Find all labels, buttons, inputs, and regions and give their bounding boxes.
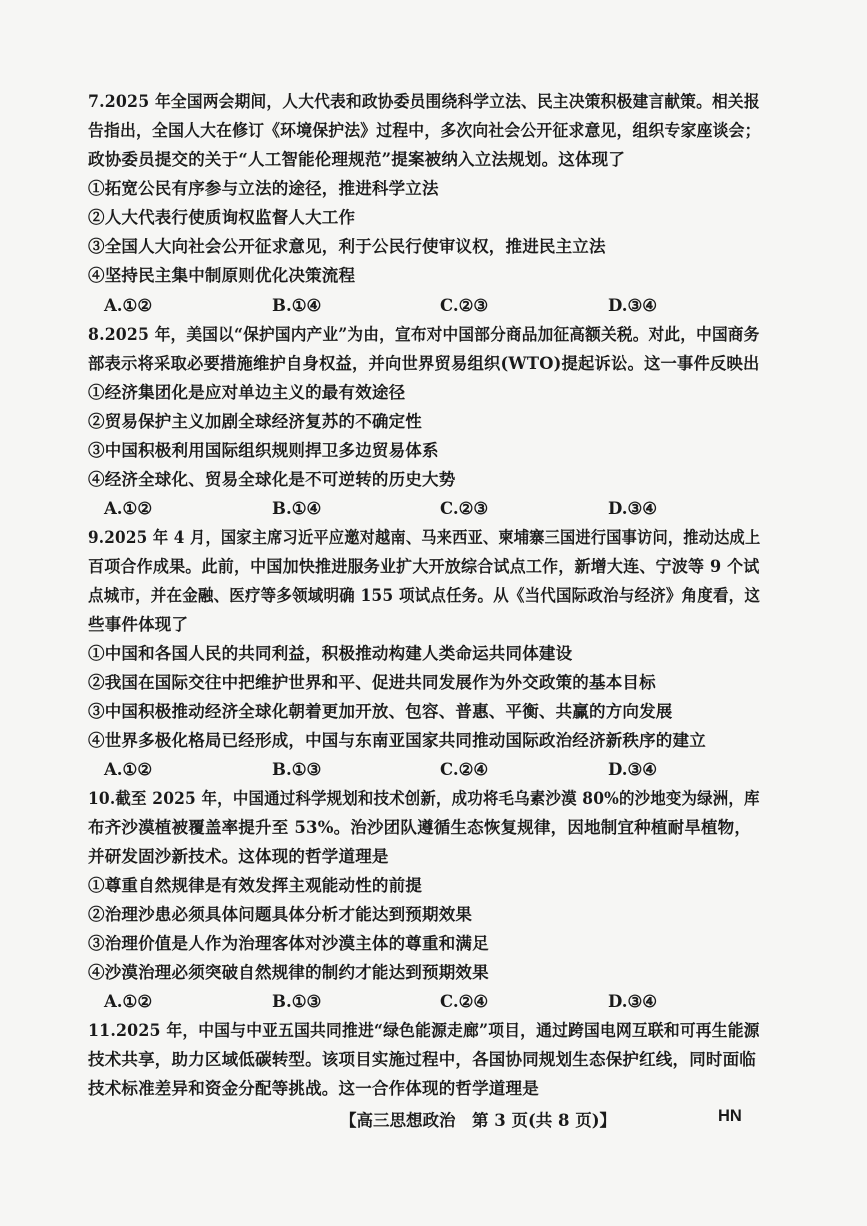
q10-stem-line-3: 并研发固沙新技术。这体现的哲学道理是 [88,847,389,866]
q9-statement-1: ①中国和各国人民的共同利益，积极推动构建人类命运共同体建设 [88,644,573,663]
q8-statement-2: ②贸易保护主义加剧全球经济复苏的不确定性 [88,412,422,431]
q7-option-b: B.①④ [272,296,322,315]
q9-option-d: D.③④ [608,760,658,779]
page-footer-code: HN [718,1107,742,1125]
q9-stem-line-2: 百项合作成果。此前，中国加快推进服务业扩大开放综合试点工作，新增大连、宁波等 9 个试 [88,557,760,576]
q9-option-c: C.②④ [440,760,489,779]
q10-option-b: B.①③ [272,992,322,1011]
q8-option-b: B.①④ [272,499,322,518]
q8-option-d: D.③④ [608,499,658,518]
q8-statement-4: ④经济全球化、贸易全球化是不可逆转的历史大势 [88,470,456,489]
q9-stem-line-4: 些事件体现了 [88,615,189,634]
q10-statement-4: ④沙漠治理必须突破自然规律的制约才能达到预期效果 [88,963,489,982]
q7-statement-3: ③全国人大向社会公开征求意见，利于公民行使审议权，推进民主立法 [88,237,606,256]
q7-statement-4: ④坚持民主集中制原则优化决策流程 [88,266,356,285]
q10-statement-1: ①尊重自然规律是有效发挥主观能动性的前提 [88,876,422,895]
q9-option-a: A.①② [104,760,153,779]
q8-option-c: C.②③ [440,499,489,518]
q10-option-a: A.①② [104,992,153,1011]
q9-stem-line-1: 9.2025 年 4 月，国家主席习近平应邀对越南、马来西亚、柬埔寨三国进行国事访问，推动达成上 [88,528,761,547]
q11-stem-line-3: 技术标准差异和资金分配等挑战。这一合作体现的哲学道理是 [88,1079,539,1098]
q10-statement-3: ③治理价值是人作为治理客体对沙漠主体的尊重和满足 [88,934,489,953]
q7-stem-line-1: 7.2025 年全国两会期间，人大代表和政协委员围绕科学立法、民主决策积极建言献策。相关报 [88,92,760,111]
q7-statement-2: ②人大代表行使质询权监督人大工作 [88,208,356,227]
q7-option-d: D.③④ [608,296,658,315]
q7-option-c: C.②③ [440,296,489,315]
q11-stem-line-2: 技术共享，助力区域低碳转型。该项目实施过程中，各国协同规划生态保护红线，同时面临 [88,1050,756,1069]
q8-option-a: A.①② [104,499,153,518]
q7-statement-1: ①拓宽公民有序参与立法的途径，推进科学立法 [88,179,439,198]
q8-statement-3: ③中国积极利用国际组织规则捍卫多边贸易体系 [88,441,439,460]
q8-stem-line-2: 部表示将采取必要措施维护自身权益，并向世界贸易组织(WTO)提起诉讼。这一事件反映出 [88,354,760,373]
q9-statement-2: ②我国在国际交往中把维护世界和平、促进共同发展作为外交政策的基本目标 [88,673,656,692]
q10-option-c: C.②④ [440,992,489,1011]
q7-option-a: A.①② [104,296,153,315]
q9-statement-3: ③中国积极推动经济全球化朝着更加开放、包容、普惠、平衡、共赢的方向发展 [88,702,673,721]
q7-stem-line-2: 告指出，全国人大在修订《环境保护法》过程中，多次向社会公开征求意见，组织专家座谈会； [88,121,761,140]
q10-stem-line-2: 布齐沙漠植被覆盖率提升至 53%。治沙团队遵循生态恢复规律，因地制宜种植耐旱植物， [88,818,752,837]
q9-statement-4: ④世界多极化格局已经形成，中国与东南亚国家共同推动国际政治经济新秩序的建立 [88,731,706,750]
q10-stem-line-1: 10.截至 2025 年，中国通过科学规划和技术创新，成功将毛乌素沙漠 80%的沙地变为绿洲，库 [88,789,760,808]
q7-stem-line-3: 政协委员提交的关于“人工智能伦理规范”提案被纳入立法规划。这体现了 [88,150,626,169]
q11-stem-line-1: 11.2025 年，中国与中亚五国共同推进“绿色能源走廊”项目，通过跨国电网互联和可再生能源 [88,1021,760,1040]
q8-stem-line-1: 8.2025 年，美国以“保护国内产业”为由，宣布对中国部分商品加征高额关税。对此，中国商务 [88,325,760,344]
q9-option-b: B.①③ [272,760,322,779]
page-footer: 【高三思想政治 第 3 页(共 8 页)】 [340,1111,617,1130]
q10-statement-2: ②治理沙患必须具体问题具体分析才能达到预期效果 [88,905,473,924]
q9-stem-line-3: 点城市，并在金融、医疗等多领域明确 155 项试点任务。从《当代国际政治与经济》角度看，这 [88,586,761,605]
q8-statement-1: ①经济集团化是应对单边主义的最有效途径 [88,383,406,402]
q10-option-d: D.③④ [608,992,658,1011]
